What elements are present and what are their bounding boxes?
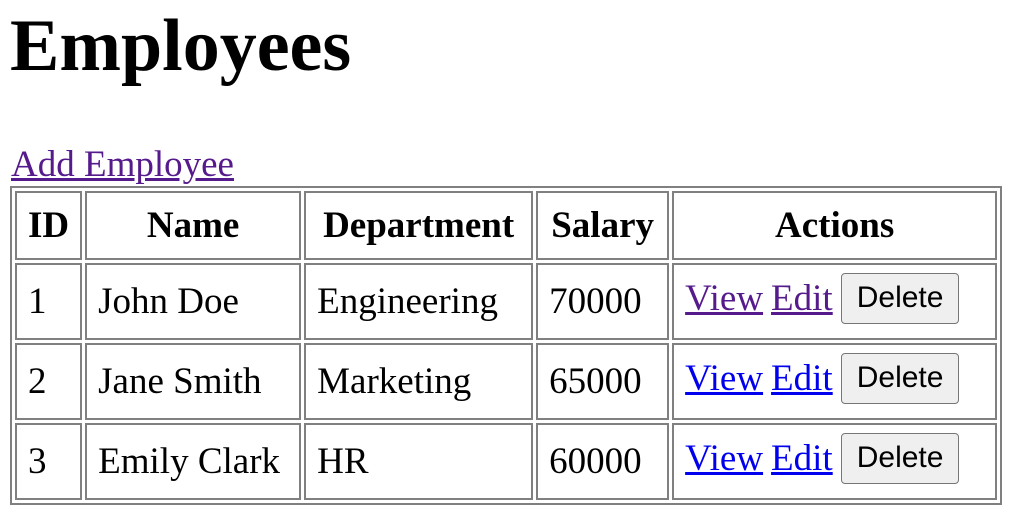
cell-salary: 65000 bbox=[536, 343, 669, 420]
header-id: ID bbox=[15, 191, 82, 260]
table-row bbox=[15, 343, 997, 420]
cell-department: Marketing bbox=[304, 343, 533, 420]
table-header-row bbox=[15, 191, 997, 260]
edit-link[interactable]: Edit bbox=[771, 437, 833, 479]
cell-actions bbox=[672, 423, 997, 500]
delete-button[interactable]: Delete bbox=[841, 273, 960, 324]
employees-table bbox=[10, 186, 1002, 505]
header-name: Name bbox=[85, 191, 301, 260]
cell-name: John Doe bbox=[85, 263, 301, 340]
cell-actions bbox=[672, 343, 997, 420]
header-department: Department bbox=[304, 191, 533, 260]
table-row bbox=[15, 423, 997, 500]
edit-link[interactable]: Edit bbox=[771, 277, 833, 319]
cell-name: Emily Clark bbox=[85, 423, 301, 500]
delete-button[interactable]: Delete bbox=[841, 353, 960, 404]
edit-link[interactable]: Edit bbox=[771, 357, 833, 399]
header-salary: Salary bbox=[536, 191, 669, 260]
cell-id: 3 bbox=[15, 423, 82, 500]
table-row bbox=[15, 263, 997, 340]
view-link[interactable]: View bbox=[685, 437, 764, 479]
page-title: Employees bbox=[10, 5, 352, 87]
header-actions: Actions bbox=[672, 191, 997, 260]
cell-name: Jane Smith bbox=[85, 343, 301, 420]
cell-id: 2 bbox=[15, 343, 82, 420]
view-link[interactable]: View bbox=[685, 277, 764, 319]
delete-button[interactable]: Delete bbox=[841, 433, 960, 484]
cell-salary: 70000 bbox=[536, 263, 669, 340]
cell-department: Engineering bbox=[304, 263, 533, 340]
cell-department: HR bbox=[304, 423, 533, 500]
cell-salary: 60000 bbox=[536, 423, 669, 500]
add-employee-link[interactable]: Add Employee bbox=[11, 144, 234, 185]
view-link[interactable]: View bbox=[685, 357, 764, 399]
cell-id: 1 bbox=[15, 263, 82, 340]
cell-actions bbox=[672, 263, 997, 340]
